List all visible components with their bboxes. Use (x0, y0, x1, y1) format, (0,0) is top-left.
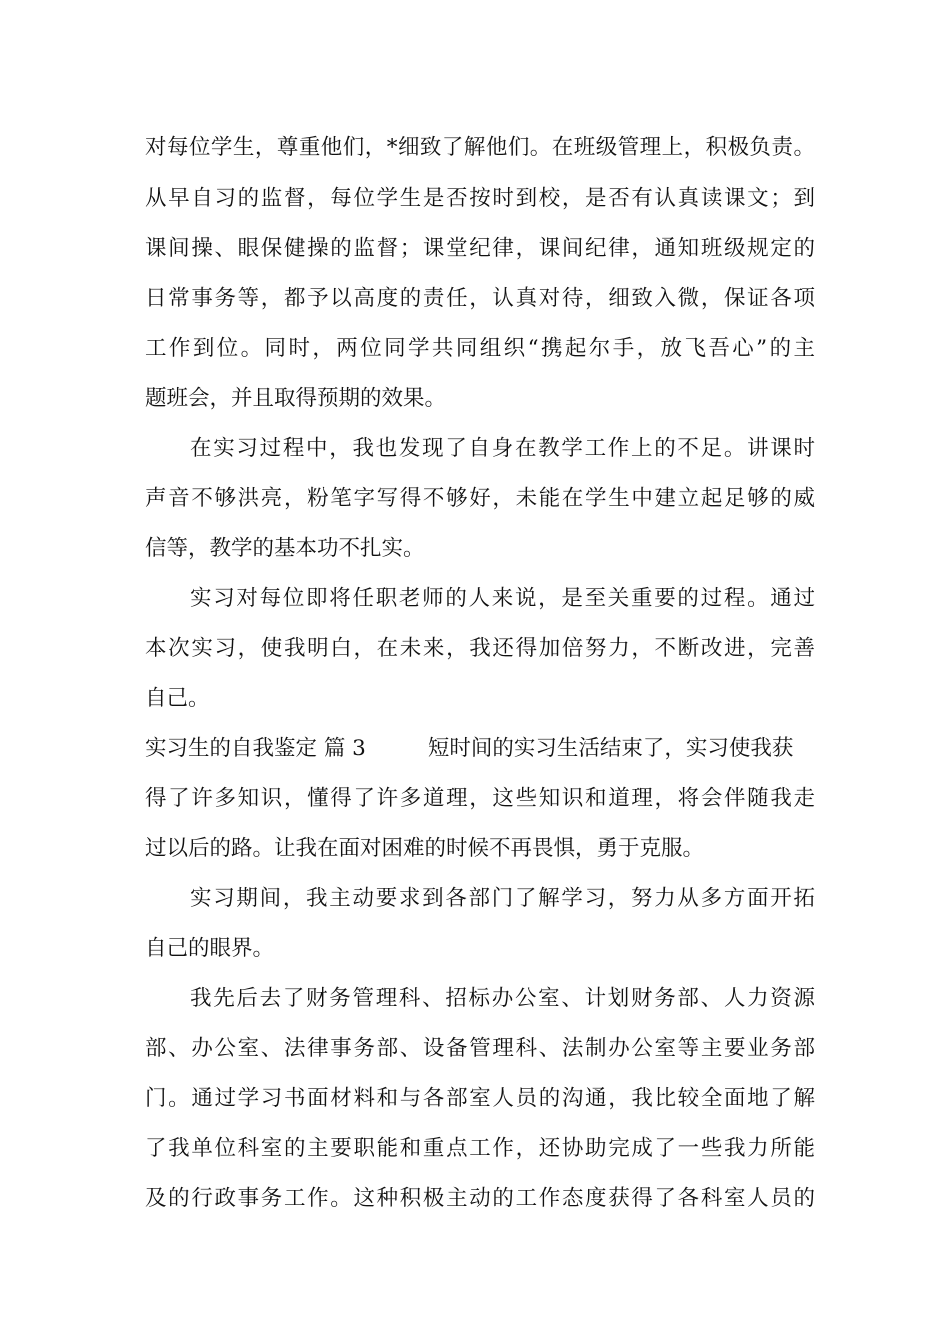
text-line: 信等，教学的基本功不扎实。 (145, 536, 425, 561)
text-line: 自己的眼界。 (145, 936, 275, 961)
text-line: 课间操、眼保健操的监督；课堂纪律，课间纪律，通知班级规定的 (145, 236, 815, 261)
text-line: 门。通过学习书面材料和与各部室人员的沟通，我比较全面地了解 (145, 1086, 815, 1111)
section-heading: 实习生的自我鉴定 篇 3 (145, 736, 366, 761)
text-line: 日常事务等，都予以高度的责任，认真对待，细致入微，保证各项 (145, 286, 815, 311)
text-line: 得了许多知识，懂得了许多道理，这些知识和道理，将会伴随我走 (145, 786, 815, 811)
paragraph-first-line: 实习对每位即将任职老师的人来说，是至关重要的过程。通过 (190, 586, 815, 611)
text-line: 从早自习的监督，每位学生是否按时到校，是否有认真读课文；到 (145, 186, 815, 211)
text-line: 对每位学生，尊重他们，*细致了解他们。在班级管理上，积极负责。 (145, 135, 815, 160)
paragraph-first-line: 实习期间，我主动要求到各部门了解学习，努力从多方面开拓 (190, 886, 815, 911)
paragraph-first-line: 在实习过程中，我也发现了自身在教学工作上的不足。讲课时 (190, 436, 815, 461)
section-first-sentence: 短时间的实习生活结束了，实习使我获 (427, 736, 794, 761)
text-line: 声音不够洪亮，粉笔字写得不够好，未能在学生中建立起足够的威 (145, 486, 815, 511)
text-line: 工作到位。同时，两位同学共同组织“携起尔手，放飞吾心”的主 (145, 336, 815, 361)
text-line: 过以后的路。让我在面对困难的时候不再畏惧，勇于克服。 (145, 836, 705, 861)
text-line: 本次实习，使我明白，在未来，我还得加倍努力，不断改进，完善 (145, 636, 815, 661)
text-line: 自己。 (145, 686, 210, 711)
text-line: 部、办公室、法律事务部、设备管理科、法制办公室等主要业务部 (145, 1036, 815, 1061)
section-heading-line (145, 733, 815, 765)
text-line: 了我单位科室的主要职能和重点工作，还协助完成了一些我力所能 (145, 1136, 815, 1161)
paragraph-first-line: 我先后去了财务管理科、招标办公室、计划财务部、人力资源 (190, 986, 815, 1011)
text-line: 及的行政事务工作。这种积极主动的工作态度获得了各科室人员的 (145, 1186, 815, 1211)
text-line: 题班会，并且取得预期的效果。 (145, 386, 447, 411)
